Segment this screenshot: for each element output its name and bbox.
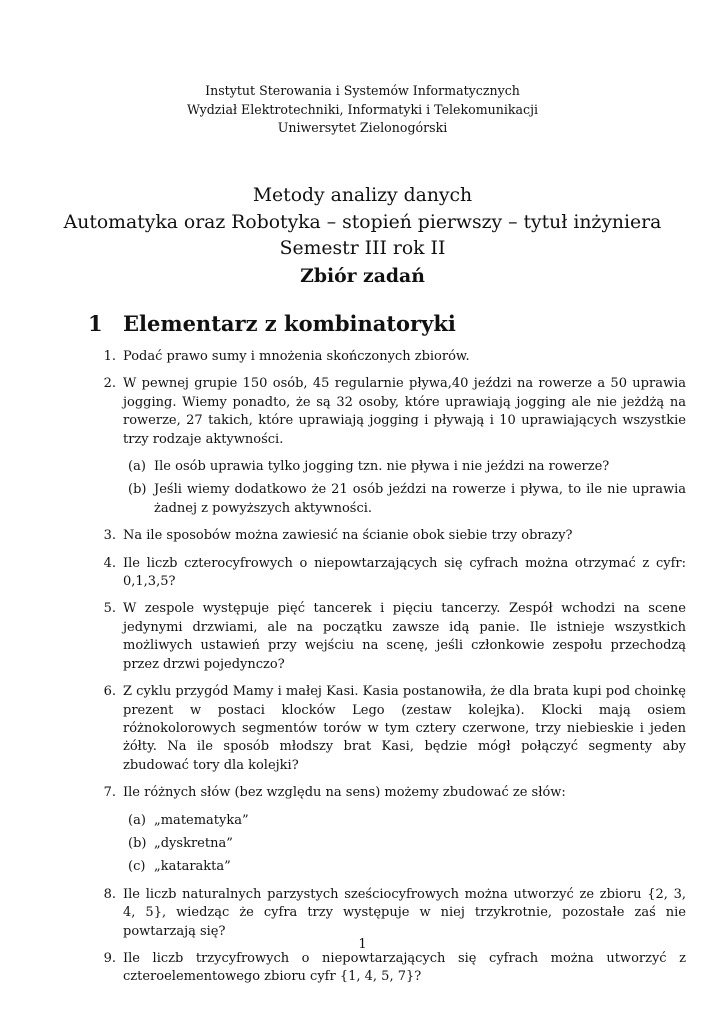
exercise-number: 9. bbox=[103, 950, 116, 966]
subitem-label: (a) bbox=[128, 459, 146, 475]
exercise-number: 4. bbox=[103, 555, 116, 571]
page-number: 1 bbox=[358, 937, 367, 952]
exercise-item bbox=[88, 600, 686, 674]
exercise-text: Z cyklu przygód Mamy i małej Kasi. Kasia postanowiła, że dla brata kupi pod choinkę prezent w postaci klocków Lego (zestaw kolejka). Klocki mają osiem różnokolorowych segmentów torów w tym cztery czerwone, trzy niebieskie i jeden żółty. Na ile sposób młodszy brat Kasi, będzie mógł połączyć segmenty aby zbudować tory dla kolejki? bbox=[123, 684, 686, 773]
document-title bbox=[0, 183, 725, 289]
exercise-list bbox=[88, 348, 686, 996]
exercise-text: Ile liczb trzycyfrowych o niepowtarzających się cyfrach można utworzyć z czteroelementowego zbioru cyfr {1, 4, 5, 7}? bbox=[123, 950, 686, 985]
exercise-item bbox=[88, 683, 686, 775]
exercise-subitems bbox=[123, 458, 686, 518]
section-number: 1 bbox=[88, 311, 103, 336]
exercise-text: Ile różnych słów (bez względu na sens) możemy zbudować ze słów: bbox=[123, 785, 566, 801]
exercise-item bbox=[88, 886, 686, 941]
institute-name: Instytut Sterowania i Systemów Informatycznych bbox=[205, 83, 520, 98]
subitem-text: Jeśli wiemy dodatkowo że 21 osób jeździ na rowerze i pływa, to ile nie uprawia żadnej z powyższych aktywności. bbox=[154, 482, 686, 516]
exercise-subitem bbox=[123, 458, 686, 476]
institution-header bbox=[0, 82, 725, 138]
course-title: Metody analizy danych bbox=[252, 185, 473, 206]
exercise-number: 6. bbox=[103, 684, 116, 700]
exercise-text: Ile liczb czterocyfrowych o niepowtarzających się cyfrach można otrzymać z cyfr: 0,1,3,5? bbox=[123, 555, 686, 590]
subitem-label: (a) bbox=[128, 812, 146, 828]
exercise-subitem bbox=[123, 835, 686, 853]
exercise-item bbox=[88, 527, 686, 545]
exercise-number: 2. bbox=[103, 376, 116, 392]
collection-title: Zbiór zadań bbox=[300, 264, 425, 287]
faculty-name: Wydział Elektrotechniki, Informatyki i Telekomunikacji bbox=[186, 101, 539, 117]
subitem-text: „katarakta” bbox=[154, 859, 231, 875]
exercise-item bbox=[88, 950, 686, 987]
subitem-text: „dyskretna” bbox=[154, 835, 233, 851]
exercise-number: 1. bbox=[103, 349, 116, 364]
exercise-number: 5. bbox=[103, 601, 116, 617]
exercise-text: Ile liczb naturalnych parzystych sześciocyfrowych można utworzyć ze zbioru {2, 3, 4, 5}, wiedząc że cyfra trzy występuje w niej trzykrotnie, pozostałe zaś nie powtarzają się? bbox=[123, 886, 686, 939]
exercise-subitem bbox=[123, 481, 686, 518]
section-title: Elementarz z kombinatoryki bbox=[123, 311, 456, 336]
exercise-item bbox=[88, 555, 686, 592]
exercise-item bbox=[88, 348, 686, 366]
exercise-item bbox=[88, 784, 686, 877]
subitem-text: „matematyka” bbox=[154, 812, 249, 828]
exercise-text: W pewnej grupie 150 osób, 45 regularnie pływa,40 jeździ na rowerze a 50 uprawia jogging. Wiemy ponadto, że są 32 osoby, które uprawiają jogging ale nie jeżdżą na rowerze, 27 takich, które uprawiają jogging i pływają i 10 uprawiających wszystkie trzy rodzaje aktywności. bbox=[123, 376, 686, 447]
exercise-text: Na ile sposobów można zawiesić na ścianie obok siebie trzy obrazy? bbox=[123, 528, 573, 544]
section-heading bbox=[88, 311, 688, 336]
university-name: Uniwersytet Zielonogórski bbox=[277, 120, 448, 135]
exercise-number: 8. bbox=[103, 886, 116, 902]
exercise-text: Podać prawo sumy i mnożenia skończonych zbiorów. bbox=[123, 349, 470, 364]
exercise-number: 3. bbox=[103, 528, 116, 544]
exercise-text: W zespole występuje pięć tancerek i pięciu tancerzy. Zespół wchodzi na scene jedynymi drzwiami, ale na początku zawsze idą panie. Ile istnieje wszystkich możliwych ustawień przy wejściu na scenę, jeśli członkowie zespołu przechodzą przez drzwi pojedynczo? bbox=[123, 601, 686, 672]
exercise-subitems bbox=[123, 812, 686, 877]
subitem-label: (c) bbox=[128, 859, 146, 875]
program-title: Automatyka oraz Robotyka – stopień pierwszy – tytuł inżyniera bbox=[63, 211, 662, 233]
exercise-subitem bbox=[123, 858, 686, 876]
semester-title: Semestr III rok II bbox=[279, 238, 446, 259]
subitem-label: (b) bbox=[128, 835, 147, 851]
exercise-item bbox=[88, 375, 686, 518]
exercise-number: 7. bbox=[103, 785, 116, 801]
exercise-subitem bbox=[123, 812, 686, 830]
subitem-label: (b) bbox=[128, 482, 147, 498]
subitem-text: Ile osób uprawia tylko jogging tzn. nie pływa i nie jeździ na rowerze? bbox=[154, 459, 610, 475]
